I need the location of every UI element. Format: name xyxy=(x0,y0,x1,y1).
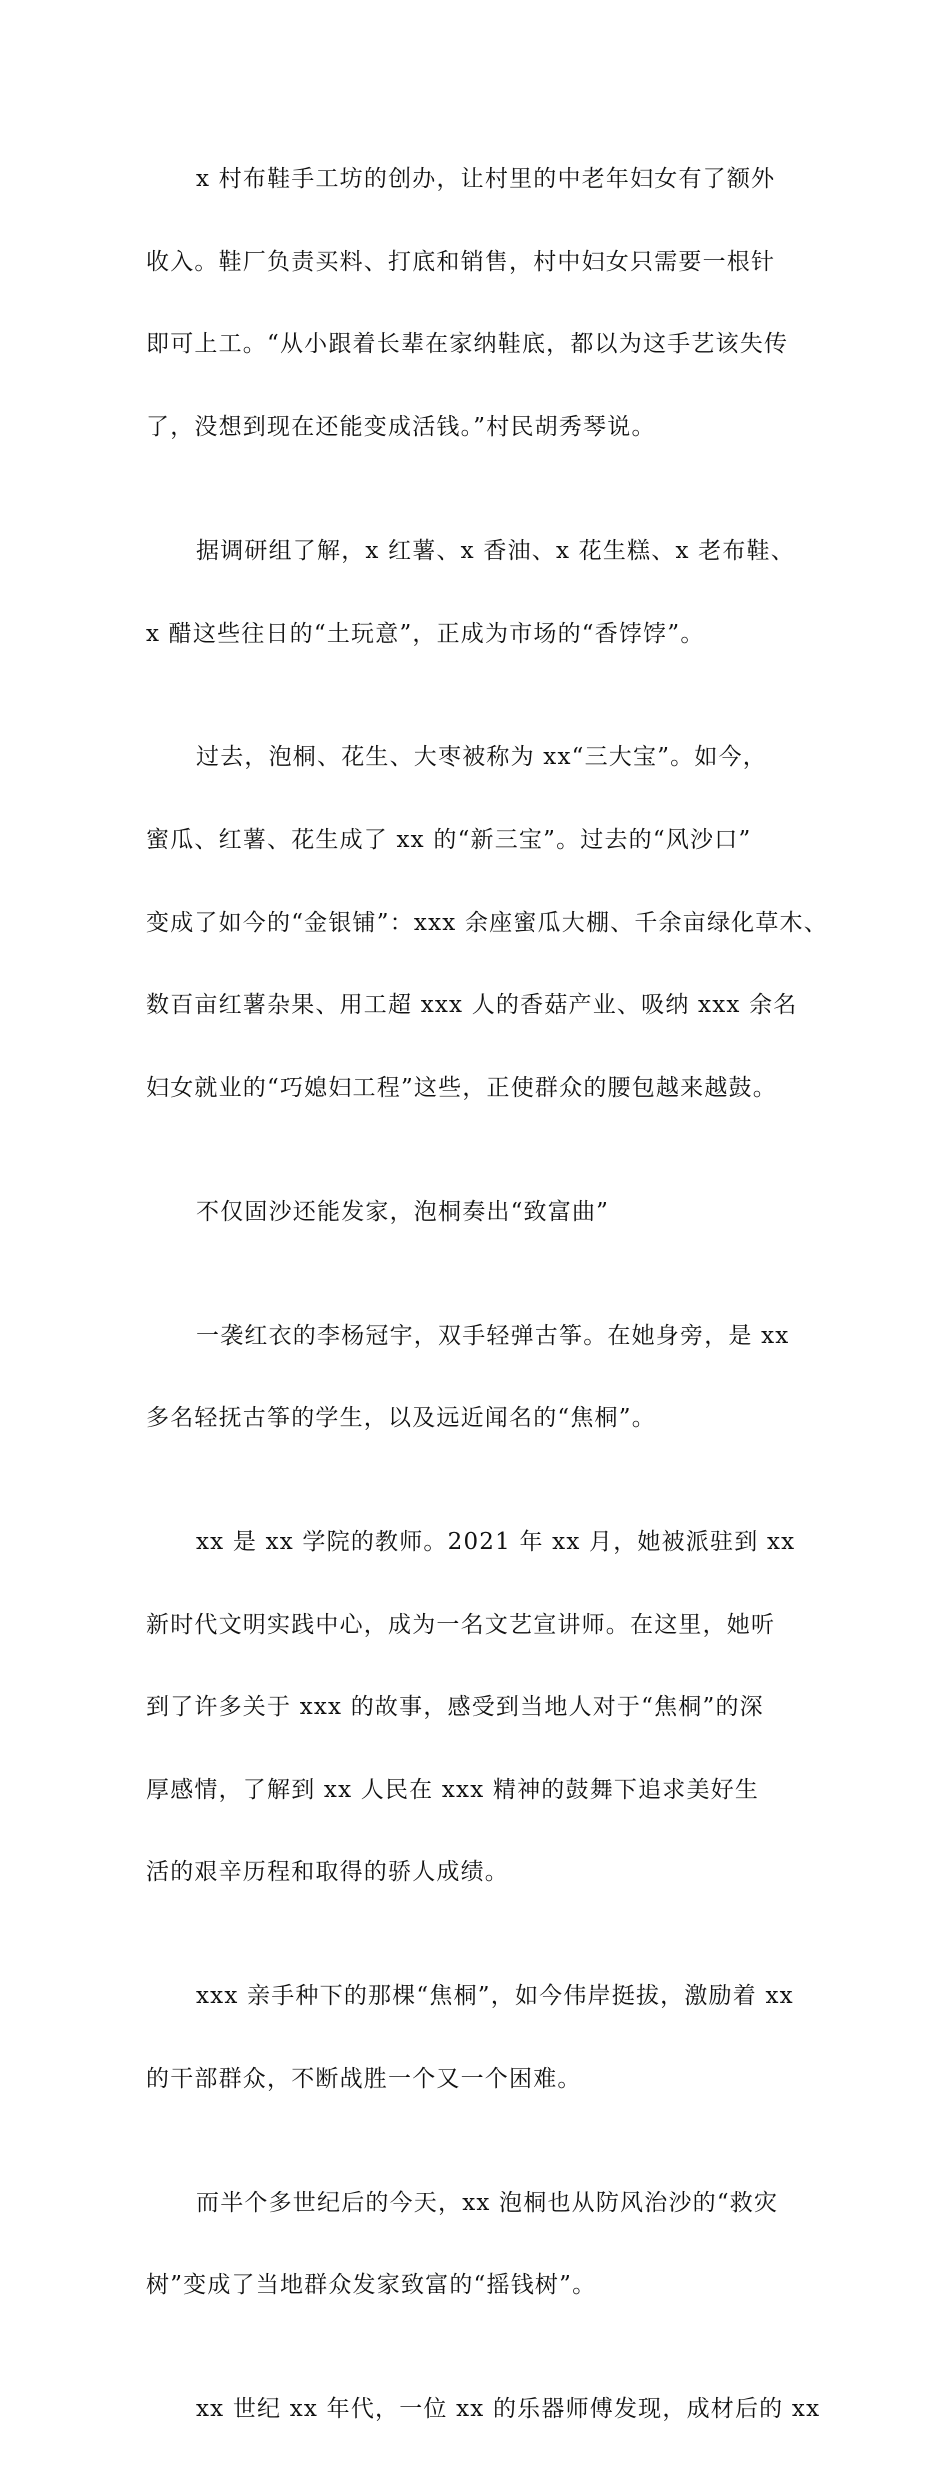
text-line: 过去，泡桐、花生、大枣被称为 xx“三大宝”。如今， xyxy=(196,744,767,771)
text-line: 多名轻抚古筝的学生，以及远近闻名的“焦桐”。 xyxy=(146,1405,656,1432)
paragraph-9 xyxy=(146,2348,846,2472)
paragraph-3 xyxy=(146,696,846,1150)
paragraph-6 xyxy=(146,1481,846,1935)
text-line: 数百亩红薯杂果、用工超 xxx 人的香菇产业、吸纳 xxx 余名 xyxy=(146,992,798,1019)
section-heading xyxy=(146,1150,846,1274)
text-line: xx 是 xx 学院的教师。2021 年 xx 月，她被派驻到 xx xyxy=(196,1529,796,1556)
text-line: 的干部群众，不断战胜一个又一个困难。 xyxy=(146,2065,582,2092)
text-line: 据调研组了解，x 红薯、x 香油、x 花生糕、x 老布鞋、 xyxy=(196,537,795,564)
text-line: 变成了如今的“金银铺”：xxx 余座蜜瓜大棚、千余亩绿化草木、 xyxy=(146,909,828,936)
paragraph-7 xyxy=(146,1935,846,2141)
text-line: 即可上工。“从小跟着长辈在家纳鞋底，都以为这手艺该失传 xyxy=(146,331,789,358)
paragraph-2 xyxy=(146,490,846,696)
text-line: 妇女就业的“巧媳妇工程”这些，正使群众的腰包越来越鼓。 xyxy=(146,1074,777,1101)
text-line: 活的艰辛历程和取得的骄人成绩。 xyxy=(146,1859,509,1886)
text-line: 蜜瓜、红薯、花生成了 xx 的“新三宝”。过去的“风沙口” xyxy=(146,827,752,854)
text-line: xxx 亲手种下的那棵“焦桐”，如今伟岸挺拔，激励着 xx xyxy=(196,1983,794,2010)
text-line: 收入。鞋厂负责买料、打底和销售，村中妇女只需要一根针 xyxy=(146,248,776,275)
text-line: 一袭红衣的李杨冠宇，双手轻弹古筝。在她身旁，是 xx xyxy=(196,1322,790,1349)
text-line: 了，没想到现在还能变成活钱。”村民胡秀琴说。 xyxy=(146,414,656,441)
text-line: xx 世纪 xx 年代，一位 xx 的乐器师傅发现，成材后的 xx xyxy=(196,2396,821,2423)
text-line: 厚感情，了解到 xx 人民在 xxx 精神的鼓舞下追求美好生 xyxy=(146,1776,760,1803)
text-line: x 醋这些往日的“土玩意”，正成为市场的“香饽饽”。 xyxy=(146,620,705,647)
text-line: x 村布鞋手工坊的创办，让村里的中老年妇女有了额外 xyxy=(196,166,776,193)
text-line: 而半个多世纪后的今天，xx 泡桐也从防风治沙的“救灾 xyxy=(196,2189,779,2216)
paragraph-8 xyxy=(146,2142,846,2348)
text-line: 新时代文明实践中心，成为一名文艺宣讲师。在这里，她听 xyxy=(146,1611,776,1638)
paragraph-5 xyxy=(146,1274,846,1480)
text-line: 不仅固沙还能发家，泡桐奏出“致富曲” xyxy=(196,1198,610,1225)
text-line: 到了许多关于 xxx 的故事，感受到当地人对于“焦桐”的深 xyxy=(146,1694,764,1721)
document-body xyxy=(146,118,846,2472)
text-line: 树”变成了当地群众发家致富的“摇钱树”。 xyxy=(146,2272,597,2299)
paragraph-1 xyxy=(146,118,846,490)
